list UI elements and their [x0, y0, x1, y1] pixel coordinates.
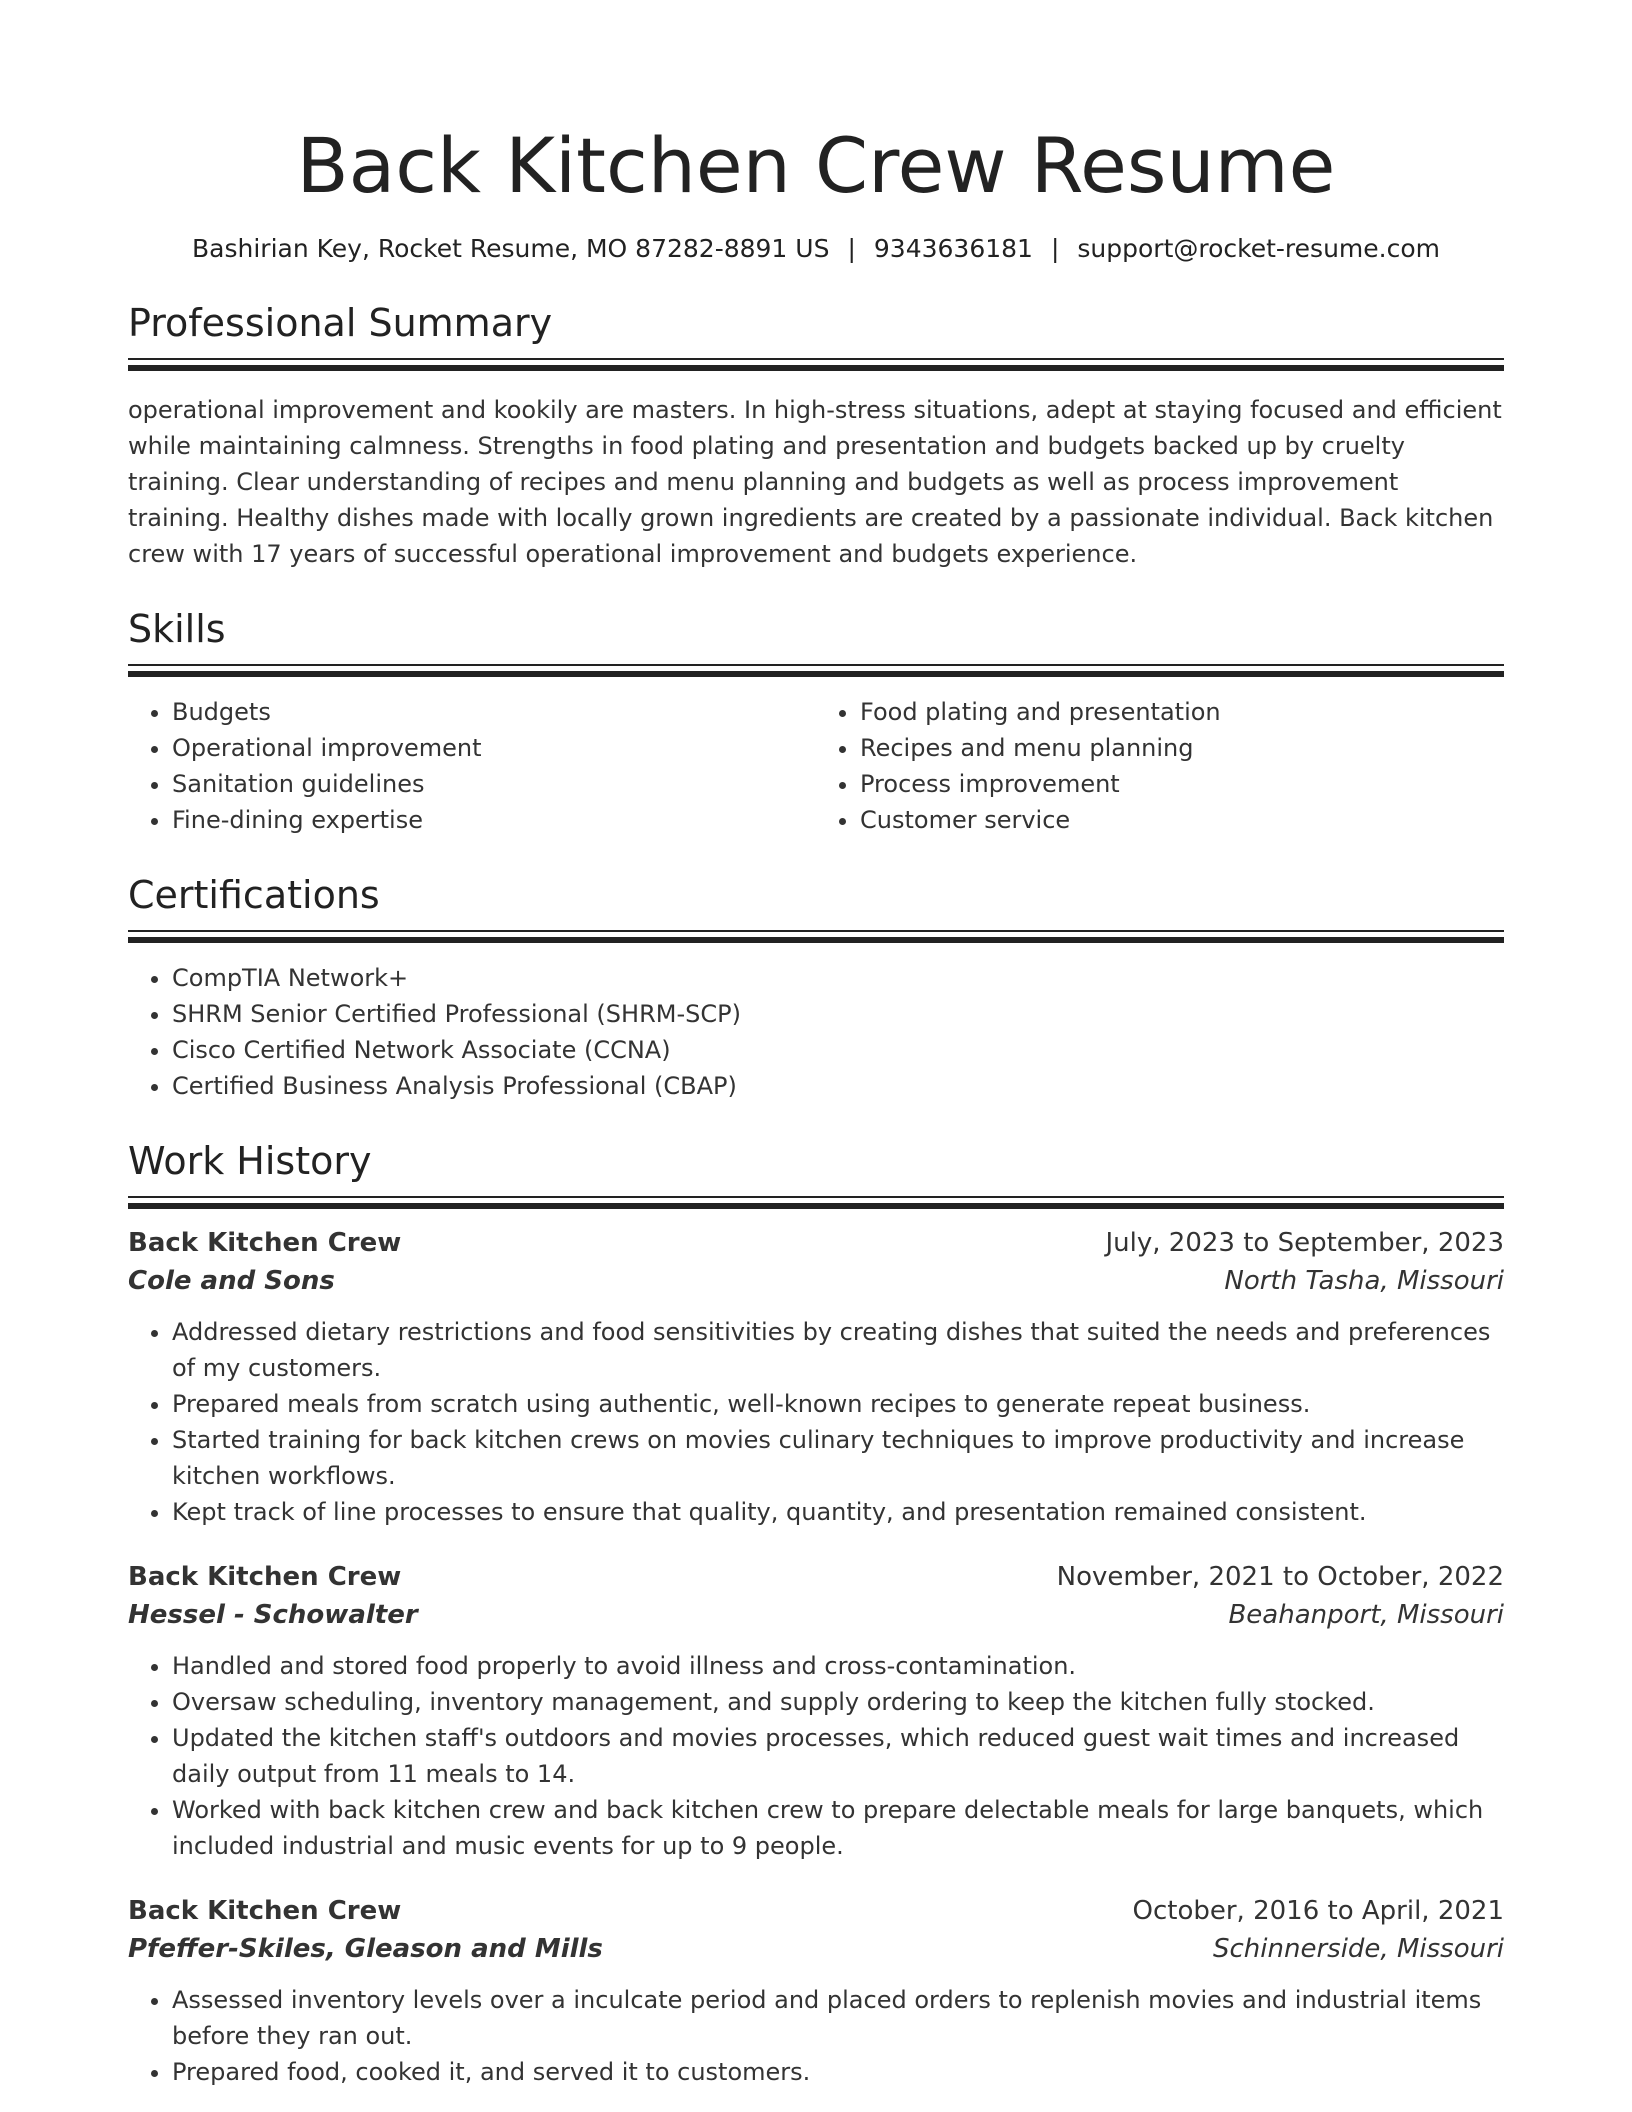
- job-bullet: • Kept track of line processes to ensure that quality, quantity, and presentation remained consistent.: [172, 1494, 1504, 1530]
- job-dates: November, 2021 to October, 2022: [1056, 1562, 1504, 1592]
- job-dates: July, 2023 to September, 2023: [1105, 1228, 1504, 1258]
- job-location: Beahanport, Missouri: [1228, 1600, 1504, 1630]
- contact-email: support@rocket-resume.com: [1077, 234, 1440, 263]
- skills-left-list: [128, 694, 816, 838]
- section-divider: [128, 358, 1504, 368]
- summary-text: operational improvement and kookily are masters. In high-stress situations, adept at staying focused and efficient while maintaining calmness. Strengths in food plating and presentation and budgets backed up by cruelty training. Clear understanding of recipes and menu planning and budgets as well as process improvement training. Healthy dishes made with locally grown ingredients are created by a passionate individual. Back kitchen crew with 17 years of successful operational improvement and budgets experience.: [128, 396, 1502, 568]
- skills-grid: [128, 694, 1504, 838]
- section-title: Professional Summary: [128, 301, 553, 345]
- job-company: Hessel - Schowalter: [128, 1600, 418, 1630]
- skills-right-list: [816, 694, 1504, 838]
- work-history-section: [128, 1138, 1504, 2090]
- section-title: Certifications: [128, 873, 380, 917]
- certification-item: • CompTIA Network+: [172, 960, 1504, 996]
- job-bullets: [128, 1648, 1504, 1864]
- job-entry: [128, 1892, 1504, 2090]
- skills-section: [128, 606, 1504, 838]
- job-bullet: • Assessed inventory levels over a inculcate period and placed orders to replenish movies and industrial items before they ran out.: [172, 1982, 1504, 2054]
- certification-item: • Certified Business Analysis Professional (CBAP): [172, 1068, 1504, 1104]
- contact-phone: 9343636181: [873, 234, 1033, 263]
- skill-item: • Process improvement: [860, 766, 1504, 802]
- job-bullet: • Prepared meals from scratch using authentic, well-known recipes to generate repeat business.: [172, 1386, 1504, 1422]
- skill-item: • Operational improvement: [172, 730, 816, 766]
- certifications-section: [128, 872, 1504, 1104]
- section-title: Work History: [128, 1139, 372, 1183]
- job-bullet: • Prepared food, cooked it, and served it to customers.: [172, 2054, 1504, 2090]
- section-title: Skills: [128, 607, 226, 651]
- job-dates: October, 2016 to April, 2021: [1132, 1896, 1504, 1926]
- job-bullet: • Worked with back kitchen crew and back kitchen crew to prepare delectable meals for large banquets, which included industrial and music events for up to 9 people.: [172, 1792, 1504, 1864]
- job-bullets: [128, 1982, 1504, 2090]
- job-bullet: • Handled and stored food properly to avoid illness and cross-contamination.: [172, 1648, 1504, 1684]
- contact-address: Bashirian Key, Rocket Resume, MO 87282-8891 US: [192, 234, 830, 263]
- skill-item: • Recipes and menu planning: [860, 730, 1504, 766]
- skill-item: • Budgets: [172, 694, 816, 730]
- job-bullet: • Updated the kitchen staff's outdoors and movies processes, which reduced guest wait times and increased daily output from 11 meals to 14.: [172, 1720, 1504, 1792]
- job-bullet: • Started training for back kitchen crews on movies culinary techniques to improve productivity and increase kitchen workflows.: [172, 1422, 1504, 1494]
- job-bullet: • Oversaw scheduling, inventory management, and supply ordering to keep the kitchen fully stocked.: [172, 1684, 1504, 1720]
- certifications-list: [128, 960, 1504, 1104]
- job-title: Back Kitchen Crew: [128, 1228, 402, 1258]
- job-bullets: [128, 1314, 1504, 1530]
- skill-item: • Customer service: [860, 802, 1504, 838]
- skill-item: • Sanitation guidelines: [172, 766, 816, 802]
- certification-item: • SHRM Senior Certified Professional (SHRM-SCP): [172, 996, 1504, 1032]
- job-entry: [128, 1558, 1504, 1864]
- certification-item: • Cisco Certified Network Associate (CCNA): [172, 1032, 1504, 1068]
- job-company: Cole and Sons: [128, 1266, 335, 1296]
- resume-title: Back Kitchen Crew Resume: [296, 121, 1336, 210]
- contact-separator: |: [847, 234, 856, 263]
- job-company: Pfeffer-Skiles, Gleason and Mills: [128, 1934, 603, 1964]
- job-bullet: • Addressed dietary restrictions and food sensitivities by creating dishes that suited the needs and preferences of my customers.: [172, 1314, 1504, 1386]
- skill-item: • Fine-dining expertise: [172, 802, 816, 838]
- section-divider: [128, 664, 1504, 674]
- job-title: Back Kitchen Crew: [128, 1896, 402, 1926]
- job-location: North Tasha, Missouri: [1224, 1266, 1504, 1296]
- section-divider: [128, 1196, 1504, 1206]
- job-location: Schinnerside, Missouri: [1213, 1934, 1504, 1964]
- job-title: Back Kitchen Crew: [128, 1562, 402, 1592]
- section-divider: [128, 930, 1504, 940]
- skill-item: • Food plating and presentation: [860, 694, 1504, 730]
- job-entry: [128, 1224, 1504, 1530]
- contact-line: [128, 232, 1504, 266]
- summary-section: [128, 300, 1504, 572]
- contact-separator: |: [1050, 234, 1060, 263]
